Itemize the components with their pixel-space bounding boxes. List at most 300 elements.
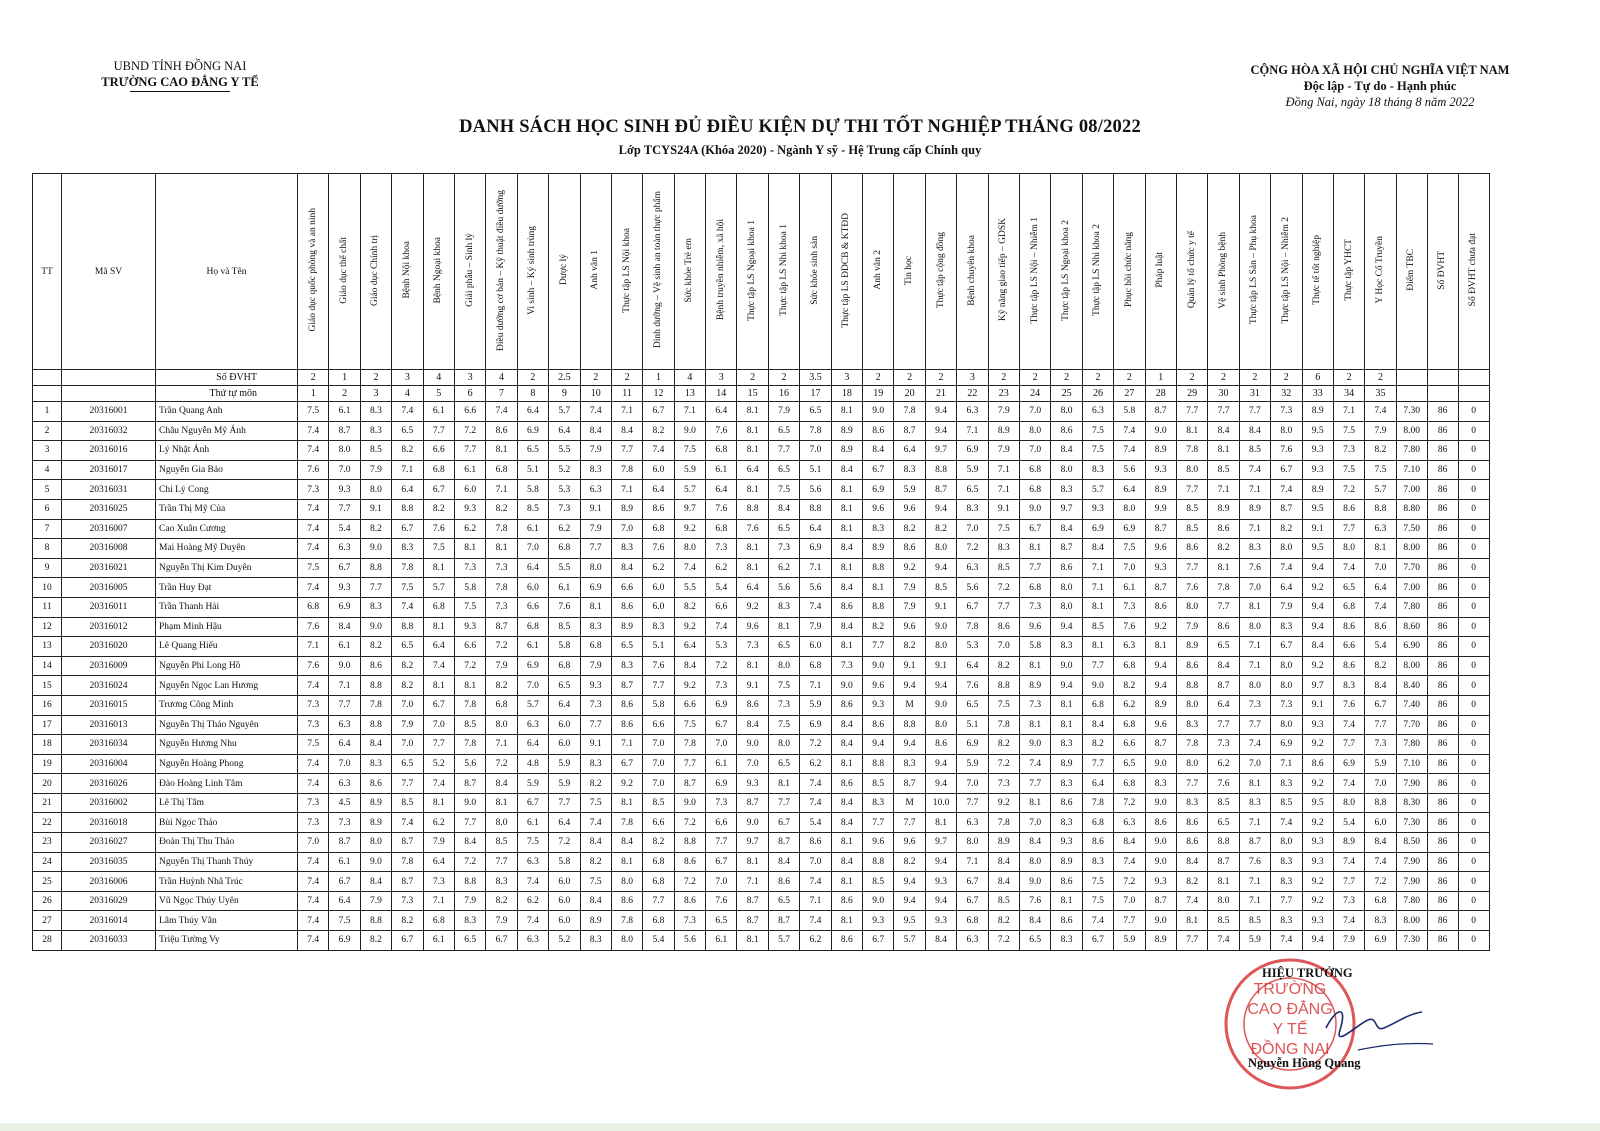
grade-cell: 6.3 <box>329 774 360 794</box>
grade-cell: 6.5 <box>957 695 988 715</box>
grade-cell: 7.1 <box>1239 519 1270 539</box>
grade-cell: 7.2 <box>1333 480 1364 500</box>
subject-label: Dinh dưỡng – Vệ sinh an toàn thực phẩm <box>652 191 663 349</box>
grade-cell: 8.7 <box>737 911 768 931</box>
student-id: 20316021 <box>62 558 156 578</box>
grade-cell: 8.3 <box>611 539 642 559</box>
grade-cell: 6.1 <box>329 852 360 872</box>
grade-cell: 8.5 <box>454 715 485 735</box>
grade-cell: 9.0 <box>863 402 894 422</box>
row-index: 11 <box>33 597 62 617</box>
grade-cell: 8.8 <box>360 911 391 931</box>
grade-cell: 9.3 <box>1302 911 1333 931</box>
grade-cell: 7.8 <box>486 519 517 539</box>
grade-cell: 8.4 <box>611 833 642 853</box>
credits-cell: 86 <box>1427 441 1458 461</box>
grade-cell: 8.4 <box>1019 833 1050 853</box>
grade-cell: 7.5 <box>454 597 485 617</box>
meta-value: 28 <box>1145 386 1176 402</box>
grade-cell: 6.9 <box>1271 735 1302 755</box>
grade-cell: 8.5 <box>549 617 580 637</box>
grade-cell: 6.3 <box>957 402 988 422</box>
credits-cell: 86 <box>1427 774 1458 794</box>
student-id: 20316025 <box>62 499 156 519</box>
grade-cell: 7.8 <box>392 852 423 872</box>
grade-cell: 9.6 <box>894 499 925 519</box>
grade-cell: 8.9 <box>1176 637 1207 657</box>
col-header-summary <box>1396 174 1427 370</box>
grade-cell: 6.8 <box>549 539 580 559</box>
grade-cell: 6.8 <box>517 617 548 637</box>
grade-cell: 8.8 <box>392 499 423 519</box>
grade-cell: 9.3 <box>1302 852 1333 872</box>
grade-cell: 5.9 <box>894 480 925 500</box>
grade-cell: 6.8 <box>423 911 454 931</box>
grade-cell: 7.0 <box>1019 402 1050 422</box>
grade-cell: 8.4 <box>988 872 1019 892</box>
grade-cell: 6.1 <box>1114 578 1145 598</box>
grade-cell: 7.6 <box>298 656 329 676</box>
grade-cell: 8.4 <box>1176 852 1207 872</box>
grade-cell: 7.8 <box>894 402 925 422</box>
grade-cell: 8.0 <box>1176 460 1207 480</box>
grade-cell: 7.1 <box>1239 813 1270 833</box>
grade-cell: 8.6 <box>768 872 799 892</box>
grade-cell: 8.0 <box>674 539 705 559</box>
grade-cell: 8.1 <box>486 441 517 461</box>
grade-cell: 8.8 <box>360 715 391 735</box>
grade-cell: 9.2 <box>1302 774 1333 794</box>
meta-value: 2 <box>360 370 391 386</box>
grade-cell: 8.2 <box>894 852 925 872</box>
grade-cell: 7.8 <box>674 735 705 755</box>
grade-cell: 9.4 <box>1145 656 1176 676</box>
grade-cell: 9.2 <box>1145 617 1176 637</box>
failed-credits-cell: 0 <box>1458 891 1489 911</box>
grade-cell: 9.4 <box>863 735 894 755</box>
meta-blank <box>1427 370 1458 386</box>
subject-label: Pháp luật <box>1155 252 1166 288</box>
grade-cell: 8.6 <box>611 891 642 911</box>
grade-cell: 8.0 <box>1333 793 1364 813</box>
subject-label: Thực tế tốt nghiệp <box>1312 235 1323 305</box>
grade-cell: 7.3 <box>392 891 423 911</box>
grade-cell: 6.7 <box>486 931 517 951</box>
grade-cell: 8.6 <box>831 774 862 794</box>
grade-cell: 5.2 <box>549 460 580 480</box>
grade-cell: 8.3 <box>1051 813 1082 833</box>
student-id: 20316024 <box>62 676 156 696</box>
grade-cell: 6.9 <box>1082 519 1113 539</box>
grade-cell: 7.4 <box>1176 891 1207 911</box>
row-index: 4 <box>33 460 62 480</box>
meta-value: 6 <box>1302 370 1333 386</box>
grade-cell: 6.5 <box>768 754 799 774</box>
grade-cell: 7.4 <box>298 421 329 441</box>
grade-cell: 7.1 <box>1239 637 1270 657</box>
grade-cell: 8.1 <box>768 774 799 794</box>
student-row <box>33 715 1490 735</box>
student-name: Cao Xuân Cương <box>156 519 298 539</box>
grade-cell: 8.1 <box>1239 597 1270 617</box>
grade-cell: 7.7 <box>329 695 360 715</box>
subject-label: Thực tập LS Nhi khoa 2 <box>1092 224 1103 316</box>
grade-cell: 9.4 <box>925 852 956 872</box>
meta-value: 2 <box>988 370 1019 386</box>
failed-credits-cell: 0 <box>1458 539 1489 559</box>
grade-cell: 6.5 <box>768 891 799 911</box>
grade-cell: 8.6 <box>360 656 391 676</box>
grade-cell: 7.1 <box>957 421 988 441</box>
grade-cell: 9.0 <box>1145 754 1176 774</box>
col-header-subject <box>360 174 391 370</box>
grade-cell: 6.5 <box>1208 813 1239 833</box>
grade-cell: 8.4 <box>1019 911 1050 931</box>
credits-cell: 86 <box>1427 754 1458 774</box>
subject-label: Thực tập LS Sản – Phụ khoa <box>1249 215 1260 325</box>
grade-cell: 9.0 <box>737 735 768 755</box>
grade-cell: 9.0 <box>1145 421 1176 441</box>
grade-cell: 8.0 <box>1114 499 1145 519</box>
grade-cell: 8.4 <box>580 891 611 911</box>
grade-cell: 9.2 <box>674 617 705 637</box>
meta-value: 3 <box>957 370 988 386</box>
grade-cell: 9.2 <box>1302 656 1333 676</box>
grade-cell: 8.1 <box>1176 421 1207 441</box>
meta-value: 2 <box>298 370 329 386</box>
grade-cell: 7.3 <box>706 539 737 559</box>
grade-cell: 9.0 <box>674 421 705 441</box>
grade-cell: 8.2 <box>674 597 705 617</box>
grade-cell: 7.6 <box>1176 578 1207 598</box>
grade-cell: 7.7 <box>329 499 360 519</box>
grade-cell: 7.7 <box>768 793 799 813</box>
grade-cell: 9.4 <box>925 676 956 696</box>
grade-cell: 8.4 <box>1051 441 1082 461</box>
grade-cell: 8.0 <box>1051 597 1082 617</box>
grade-cell: 7.4 <box>298 676 329 696</box>
col-header-subject <box>737 174 768 370</box>
grade-cell: 7.4 <box>1365 597 1396 617</box>
grade-cell: 8.8 <box>894 715 925 735</box>
subject-label: Tin học <box>904 255 915 285</box>
student-name: Lê Thị Tâm <box>156 793 298 813</box>
grade-cell: 7.5 <box>1082 891 1113 911</box>
grade-cell: 6.9 <box>800 715 831 735</box>
grade-cell: 5.9 <box>957 460 988 480</box>
grade-cell: 8.7 <box>1239 833 1270 853</box>
grade-cell: 8.4 <box>831 460 862 480</box>
meta-value: 11 <box>611 386 642 402</box>
grade-cell: 7.3 <box>1019 597 1050 617</box>
grade-cell: 6.8 <box>643 911 674 931</box>
grade-cell: 7.4 <box>674 558 705 578</box>
grade-cell: 6.4 <box>706 402 737 422</box>
grade-cell: 8.1 <box>1082 637 1113 657</box>
grade-cell: 8.4 <box>831 735 862 755</box>
grade-cell: 7.0 <box>706 872 737 892</box>
grade-cell: 7.1 <box>1239 891 1270 911</box>
grade-cell: M <box>894 695 925 715</box>
grade-cell: 6.8 <box>643 519 674 539</box>
grade-cell: 7.4 <box>1114 441 1145 461</box>
grade-cell: 6.0 <box>549 911 580 931</box>
grade-cell: 8.0 <box>1051 402 1082 422</box>
grade-cell: 6.5 <box>392 754 423 774</box>
grade-cell: 8.2 <box>988 656 1019 676</box>
grade-cell: 7.4 <box>298 891 329 911</box>
grade-cell: 6.1 <box>517 637 548 657</box>
meta-blank <box>1396 386 1427 402</box>
grade-cell: 7.7 <box>1019 774 1050 794</box>
grade-cell: 6.8 <box>1082 695 1113 715</box>
meta-value: 2 <box>329 386 360 402</box>
student-name: Lý Nhật Ánh <box>156 441 298 461</box>
grade-cell: 8.1 <box>831 499 862 519</box>
row-index: 14 <box>33 656 62 676</box>
meta-value: 1 <box>298 386 329 402</box>
grade-cell: 6.5 <box>768 421 799 441</box>
failed-credits-cell: 0 <box>1458 813 1489 833</box>
meta-value: 8 <box>517 386 548 402</box>
grade-cell: 8.1 <box>737 441 768 461</box>
grade-cell: 5.5 <box>549 558 580 578</box>
grade-cell: 9.3 <box>329 480 360 500</box>
grade-cell: 8.8 <box>1365 793 1396 813</box>
meta-value: 18 <box>831 386 862 402</box>
grade-cell: 4.8 <box>517 754 548 774</box>
grade-cell: 7.7 <box>863 813 894 833</box>
grade-cell: 7.8 <box>1176 441 1207 461</box>
grade-cell: 8.0 <box>486 715 517 735</box>
grade-cell: 8.6 <box>1302 754 1333 774</box>
grade-cell: 7.4 <box>643 441 674 461</box>
grade-cell: 8.9 <box>1208 499 1239 519</box>
grade-cell: 9.1 <box>360 499 391 519</box>
grade-cell: 7.3 <box>1208 735 1239 755</box>
grade-cell: 8.6 <box>831 891 862 911</box>
meta-value: 2 <box>737 370 768 386</box>
failed-credits-cell: 0 <box>1458 637 1489 657</box>
meta-value: 2 <box>768 370 799 386</box>
grade-cell: 8.2 <box>392 911 423 931</box>
grade-cell: 8.3 <box>1051 735 1082 755</box>
grade-cell: 7.7 <box>863 637 894 657</box>
grade-cell: 6.7 <box>1271 637 1302 657</box>
grade-cell: 7.2 <box>1365 872 1396 892</box>
grade-cell: 8.3 <box>580 617 611 637</box>
grade-cell: 7.4 <box>298 499 329 519</box>
grade-cell: 8.1 <box>737 480 768 500</box>
student-name: Trương Công Minh <box>156 695 298 715</box>
grade-cell: 8.0 <box>1051 578 1082 598</box>
subject-label: Thực tập LS Nội khoa <box>621 227 632 313</box>
grade-cell: 6.8 <box>423 460 454 480</box>
grade-cell: 9.0 <box>329 656 360 676</box>
grade-cell: 5.1 <box>800 460 831 480</box>
grade-cell: 5.4 <box>1365 637 1396 657</box>
grade-cell: 6.3 <box>957 931 988 951</box>
grade-cell: 8.1 <box>831 637 862 657</box>
meta-value: 23 <box>988 386 1019 402</box>
grade-cell: 9.3 <box>1302 460 1333 480</box>
grade-cell: 7.7 <box>549 793 580 813</box>
grade-cell: 7.1 <box>988 480 1019 500</box>
credits-cell: 86 <box>1427 597 1458 617</box>
col-header-subject <box>1019 174 1050 370</box>
grade-cell: 8.7 <box>1208 852 1239 872</box>
grade-cell: 8.4 <box>1051 519 1082 539</box>
grade-cell: 8.4 <box>1114 833 1145 853</box>
grade-cell: 8.8 <box>1208 833 1239 853</box>
row-index: 17 <box>33 715 62 735</box>
grade-cell: 8.8 <box>737 499 768 519</box>
grade-cell: 6.1 <box>517 813 548 833</box>
row-index: 22 <box>33 813 62 833</box>
signer-name: Nguyễn Hồng Quang <box>1248 1056 1361 1070</box>
grade-cell: 8.1 <box>454 539 485 559</box>
grade-cell: 8.2 <box>863 617 894 637</box>
grade-cell: 8.0 <box>329 441 360 461</box>
grade-cell: 7.4 <box>298 754 329 774</box>
grade-cell: 6.5 <box>768 460 799 480</box>
student-name: Nguyễn Thị Thanh Thúy <box>156 852 298 872</box>
grade-cell: 6.7 <box>423 695 454 715</box>
grade-cell: 7.0 <box>957 774 988 794</box>
grade-cell: 8.7 <box>1145 578 1176 598</box>
grade-cell: 8.0 <box>486 813 517 833</box>
grade-cell: 7.0 <box>423 715 454 735</box>
grade-cell: 6.5 <box>768 637 799 657</box>
grade-cell: 9.7 <box>925 833 956 853</box>
subject-label: Vệ sinh Phòng bệnh <box>1218 231 1229 309</box>
grade-cell: 7.6 <box>1271 441 1302 461</box>
grade-cell: 7.0 <box>800 852 831 872</box>
grade-cell: 6.0 <box>549 872 580 892</box>
meta-value: 15 <box>737 386 768 402</box>
col-header-subject <box>768 174 799 370</box>
grade-cell: 8.9 <box>1019 676 1050 696</box>
grade-cell: 7.7 <box>1082 656 1113 676</box>
summary-label: Số ĐVHT <box>1437 250 1448 290</box>
grade-cell: 8.1 <box>1208 441 1239 461</box>
grade-cell: 6.9 <box>706 695 737 715</box>
failed-credits-cell: 0 <box>1458 676 1489 696</box>
student-id: 20316032 <box>62 421 156 441</box>
grade-cell: 8.4 <box>360 872 391 892</box>
grade-cell: 6.4 <box>329 891 360 911</box>
meta-value: 2 <box>580 370 611 386</box>
grade-cell: 9.4 <box>1302 617 1333 637</box>
grade-cell: 7.7 <box>1239 715 1270 735</box>
grade-cell: 6.7 <box>1019 519 1050 539</box>
credits-cell: 86 <box>1427 715 1458 735</box>
grade-cell: 6.4 <box>1082 774 1113 794</box>
grade-cell: 7.4 <box>800 872 831 892</box>
grade-cell: 7.8 <box>957 617 988 637</box>
grade-cell: 8.4 <box>831 813 862 833</box>
grade-cell: 7.3 <box>768 695 799 715</box>
student-id: 20316002 <box>62 793 156 813</box>
grade-cell: 9.2 <box>737 597 768 617</box>
grade-cell: 8.1 <box>1145 637 1176 657</box>
gpa-cell: 7.70 <box>1396 715 1427 735</box>
student-row <box>33 695 1490 715</box>
student-name: Nguyễn Phi Long Hồ <box>156 656 298 676</box>
grade-cell: 9.0 <box>360 852 391 872</box>
grade-cell: 6.2 <box>423 813 454 833</box>
grade-cell: 7.3 <box>423 872 454 892</box>
meta-value: 29 <box>1176 386 1207 402</box>
gpa-cell: 8.80 <box>1396 499 1427 519</box>
grade-cell: 7.0 <box>988 637 1019 657</box>
credits-cell: 86 <box>1427 872 1458 892</box>
grade-cell: 6.2 <box>800 754 831 774</box>
grade-cell: 6.8 <box>1082 813 1113 833</box>
grade-cell: 6.4 <box>1271 578 1302 598</box>
grade-cell: 8.8 <box>360 676 391 696</box>
grade-cell: 7.9 <box>800 617 831 637</box>
grade-cell: 7.5 <box>1333 421 1364 441</box>
failed-credits-cell: 0 <box>1458 695 1489 715</box>
grade-cell: 8.1 <box>737 558 768 578</box>
grade-cell: 8.9 <box>580 911 611 931</box>
student-id: 20316013 <box>62 715 156 735</box>
student-row <box>33 754 1490 774</box>
credits-cell: 86 <box>1427 519 1458 539</box>
grade-cell: 7.4 <box>1019 754 1050 774</box>
grade-cell: 8.9 <box>611 617 642 637</box>
meta-value: 2 <box>517 370 548 386</box>
col-header-subject <box>486 174 517 370</box>
grade-cell: 5.9 <box>1114 931 1145 951</box>
grade-cell: 5.9 <box>1365 754 1396 774</box>
gpa-cell: 8.00 <box>1396 421 1427 441</box>
failed-credits-cell: 0 <box>1458 519 1489 539</box>
grade-cell: 8.4 <box>831 578 862 598</box>
meta-blank <box>1427 386 1458 402</box>
grade-cell: 8.9 <box>1302 402 1333 422</box>
grade-cell: 9.3 <box>863 911 894 931</box>
grade-cell: 5.7 <box>674 480 705 500</box>
grade-cell: 8.4 <box>768 852 799 872</box>
grade-cell: 7.0 <box>1365 774 1396 794</box>
grade-cell: 6.4 <box>737 578 768 598</box>
grade-cell: 6.1 <box>706 931 737 951</box>
credits-cell: 86 <box>1427 402 1458 422</box>
grade-cell: 6.2 <box>1208 754 1239 774</box>
grade-cell: 8.3 <box>360 597 391 617</box>
gpa-cell: 7.30 <box>1396 813 1427 833</box>
subject-label: Giáo dục quốc phòng và an ninh <box>307 208 318 332</box>
grade-cell: 7.9 <box>454 891 485 911</box>
grade-cell: 7.8 <box>1176 735 1207 755</box>
grade-cell: 7.0 <box>611 519 642 539</box>
student-row <box>33 813 1490 833</box>
subject-label: Anh văn 2 <box>872 250 883 290</box>
grade-cell: 8.4 <box>360 735 391 755</box>
grade-cell: 6.3 <box>517 931 548 951</box>
grade-cell: 9.3 <box>1145 872 1176 892</box>
grade-cell: 8.1 <box>1019 715 1050 735</box>
grade-cell: 8.2 <box>1114 676 1145 696</box>
grade-cell: 7.5 <box>988 695 1019 715</box>
grade-cell: 8.7 <box>1271 499 1302 519</box>
student-row <box>33 735 1490 755</box>
grade-cell: 7.7 <box>1208 715 1239 735</box>
grade-cell: 7.0 <box>1239 578 1270 598</box>
grade-cell: 5.7 <box>1082 480 1113 500</box>
